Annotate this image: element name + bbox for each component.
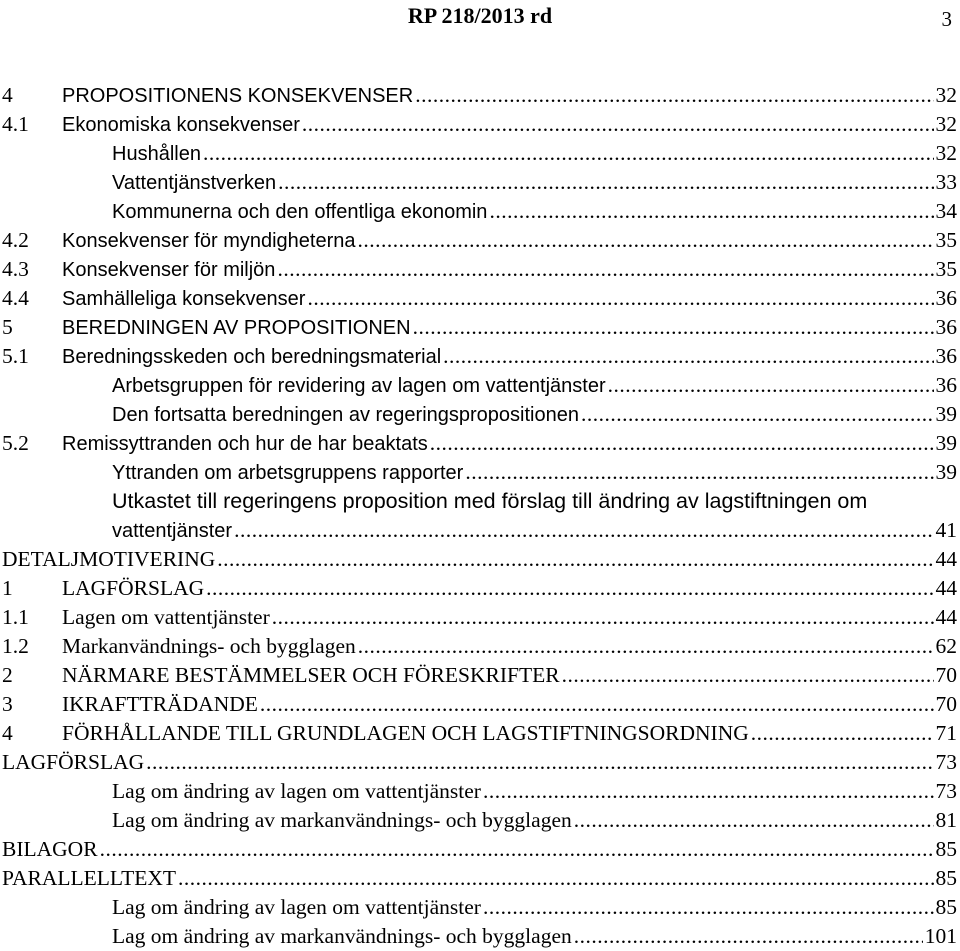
dot-leader xyxy=(562,661,934,690)
toc-entry[interactable] xyxy=(2,893,957,922)
toc-entry[interactable] xyxy=(2,255,957,284)
toc-entry[interactable] xyxy=(2,690,957,719)
toc-entry-number: 4 xyxy=(2,83,13,107)
toc-entry-page: 35 xyxy=(935,257,957,281)
toc-entry[interactable] xyxy=(2,226,957,255)
toc-entry-page: 81 xyxy=(935,808,957,832)
toc-entry-number: 3 xyxy=(2,692,13,716)
dot-leader xyxy=(234,516,933,545)
dot-leader xyxy=(277,255,933,284)
toc-entry[interactable] xyxy=(2,516,957,545)
toc-entry-title: Konsekvenser för myndigheterna xyxy=(62,230,356,252)
toc-entry[interactable] xyxy=(2,197,957,226)
toc-entry-page: 85 xyxy=(935,837,957,861)
toc-entry-page: 71 xyxy=(935,721,957,745)
toc-entry[interactable] xyxy=(2,574,957,603)
toc-entry[interactable] xyxy=(2,777,957,806)
dot-leader xyxy=(260,690,934,719)
toc-entry-title: Ekonomiska konsekvenser xyxy=(62,114,300,136)
toc-entry-page: 33 xyxy=(935,170,957,194)
dot-leader xyxy=(483,893,934,922)
page-header xyxy=(0,2,960,34)
toc-entry-title: Lag om ändring av markanvändnings- och bygglagen xyxy=(112,808,572,832)
toc-entry-title: BEREDNINGEN AV PROPOSITIONEN xyxy=(62,317,411,339)
toc-entry-number: 5 xyxy=(2,315,13,339)
toc-entry[interactable] xyxy=(2,806,957,835)
toc-entry-number: 1.1 xyxy=(2,605,29,629)
toc-entry-title: PROPOSITIONENS KONSEKVENSER xyxy=(62,85,414,107)
dot-leader xyxy=(307,284,933,313)
dot-leader xyxy=(278,168,933,197)
toc-entry[interactable] xyxy=(2,284,957,313)
toc-entry[interactable] xyxy=(2,110,957,139)
dot-leader xyxy=(358,226,934,255)
toc-entry-page: 44 xyxy=(935,605,957,629)
dot-leader xyxy=(203,139,934,168)
toc-entry-title: BILAGOR xyxy=(2,837,98,861)
toc-entry[interactable] xyxy=(2,168,957,197)
dot-leader xyxy=(100,835,934,864)
toc-entry-page: 39 xyxy=(935,402,957,426)
toc-entry-page: 32 xyxy=(935,141,957,165)
toc-entry-page: 32 xyxy=(935,112,957,136)
toc-entry-title: FÖRHÅLLANDE TILL GRUNDLAGEN OCH LAGSTIFTNINGSORDNING xyxy=(62,721,749,745)
toc-entry-title: Lag om ändring av lagen om vattentjänster xyxy=(112,895,481,919)
toc-entry[interactable] xyxy=(2,835,957,864)
dot-leader xyxy=(430,429,934,458)
toc-entry[interactable] xyxy=(2,371,957,400)
toc-entry[interactable] xyxy=(2,313,957,342)
toc-entry-page: 70 xyxy=(935,692,957,716)
dot-leader xyxy=(581,400,934,429)
page-number: 3 xyxy=(941,7,952,31)
dot-leader xyxy=(272,603,934,632)
toc-entry-title: Lagen om vattentjänster xyxy=(62,605,270,629)
toc-entry-number: 4 xyxy=(2,721,13,745)
toc-entry-title: Markanvändnings- och bygglagen xyxy=(62,634,356,658)
toc-entry-number: 5.2 xyxy=(2,431,29,455)
document-reference: RP 218/2013 rd xyxy=(407,3,553,28)
toc-entry-title: Vattentjänstverken xyxy=(112,172,277,194)
toc-entry-page: 41 xyxy=(935,518,957,542)
toc-entry-page: 73 xyxy=(935,779,957,803)
toc-entry[interactable] xyxy=(2,429,957,458)
toc-entry-page: 70 xyxy=(935,663,957,687)
toc-entry-title: Lag om ändring av lagen om vattentjänster xyxy=(112,779,481,803)
dot-leader xyxy=(574,806,934,835)
toc-entry-title: Kommunerna och den offentliga ekonomin xyxy=(112,201,488,223)
toc-entry-page: 39 xyxy=(935,431,957,455)
dot-leader xyxy=(415,81,933,110)
dot-leader xyxy=(751,719,934,748)
toc-entry-page: 44 xyxy=(935,547,957,571)
toc-entry[interactable] xyxy=(2,81,957,110)
toc-entry-title-line[interactable]: Utkastet till regeringens proposition med förslag till ändring av lagstiftningen om xyxy=(112,489,868,513)
toc-entry-title: Lag om ändring av markanvändnings- och bygglagen xyxy=(112,924,572,948)
dot-leader xyxy=(465,458,933,487)
toc-entry[interactable] xyxy=(2,748,957,777)
toc-entry-title: vattentjänster xyxy=(112,520,233,542)
dot-leader xyxy=(178,864,934,893)
dot-leader xyxy=(574,922,923,951)
toc-entry-title: Konsekvenser för miljön xyxy=(62,259,276,281)
toc-entry-page: 44 xyxy=(935,576,957,600)
toc-entry-page: 36 xyxy=(935,373,957,397)
toc-entry-title: Den fortsatta beredningen av regeringspropositionen xyxy=(112,404,579,426)
toc-entry[interactable] xyxy=(2,342,957,371)
toc-entry-title: IKRAFTTRÄDANDE xyxy=(62,692,258,716)
toc-entry-page: 39 xyxy=(935,460,957,484)
toc-entry[interactable] xyxy=(2,661,957,690)
toc-entry-page: 85 xyxy=(935,866,957,890)
toc-entry[interactable] xyxy=(2,400,957,429)
toc-entry-number: 1.2 xyxy=(2,634,29,658)
toc-entry-number: 5.1 xyxy=(2,344,29,368)
toc-entry-page: 62 xyxy=(935,634,957,658)
toc-entry-page: 36 xyxy=(935,286,957,310)
dot-leader xyxy=(608,371,934,400)
dot-leader xyxy=(443,342,933,371)
toc-entry-number: 4.2 xyxy=(2,228,29,252)
toc-entry-number: 4.1 xyxy=(2,112,29,136)
toc-entry-title: Hushållen xyxy=(112,143,201,165)
toc-entry-title: Beredningsskeden och beredningsmaterial xyxy=(62,346,442,368)
toc-entry-page: 35 xyxy=(935,228,957,252)
toc-entry[interactable] xyxy=(2,922,957,951)
toc-entry-title: Samhälleliga konsekvenser xyxy=(62,288,306,310)
dot-leader xyxy=(489,197,933,226)
toc-entry-title: NÄRMARE BESTÄMMELSER OCH FÖRESKRIFTER xyxy=(62,663,560,687)
toc-entry-title: Yttranden om arbetsgruppens rapporter xyxy=(112,462,464,484)
toc-entry[interactable] xyxy=(2,545,957,574)
toc-entry-title: Arbetsgruppen för revidering av lagen om vattentjänster xyxy=(112,375,606,397)
toc-entry-number: 1 xyxy=(2,576,13,600)
toc-entry[interactable] xyxy=(2,632,957,661)
table-of-contents xyxy=(2,81,957,951)
toc-entry-number: 4.3 xyxy=(2,257,29,281)
toc-entry[interactable] xyxy=(2,864,957,893)
toc-entry-title: Remissyttranden och hur de har beaktats xyxy=(62,433,428,455)
toc-entry-page: 34 xyxy=(935,199,957,223)
toc-entry[interactable] xyxy=(2,719,957,748)
toc-entry-title: DETALJMOTIVERING xyxy=(2,547,216,571)
toc-entry-page: 101 xyxy=(924,924,957,948)
toc-entry[interactable] xyxy=(2,458,957,487)
toc-entry-title: LAGFÖRSLAG xyxy=(2,750,145,774)
dot-leader xyxy=(146,748,933,777)
dot-leader xyxy=(206,574,933,603)
dot-leader xyxy=(413,313,934,342)
toc-entry-number: 4.4 xyxy=(2,286,29,310)
toc-entry-title: LAGFÖRSLAG xyxy=(62,576,205,600)
toc-entry-number: 2 xyxy=(2,663,13,687)
toc-entry[interactable] xyxy=(2,139,957,168)
dot-leader xyxy=(483,777,934,806)
toc-entry-page: 36 xyxy=(935,315,957,339)
toc-entry[interactable] xyxy=(2,603,957,632)
dot-leader xyxy=(217,545,933,574)
dot-leader xyxy=(358,632,934,661)
toc-entry-page: 73 xyxy=(935,750,957,774)
toc-entry-page: 36 xyxy=(935,344,957,368)
toc-entry-page: 85 xyxy=(935,895,957,919)
toc-entry-page: 32 xyxy=(935,83,957,107)
toc-entry-title: PARALLELLTEXT xyxy=(2,866,176,890)
dot-leader xyxy=(302,110,934,139)
